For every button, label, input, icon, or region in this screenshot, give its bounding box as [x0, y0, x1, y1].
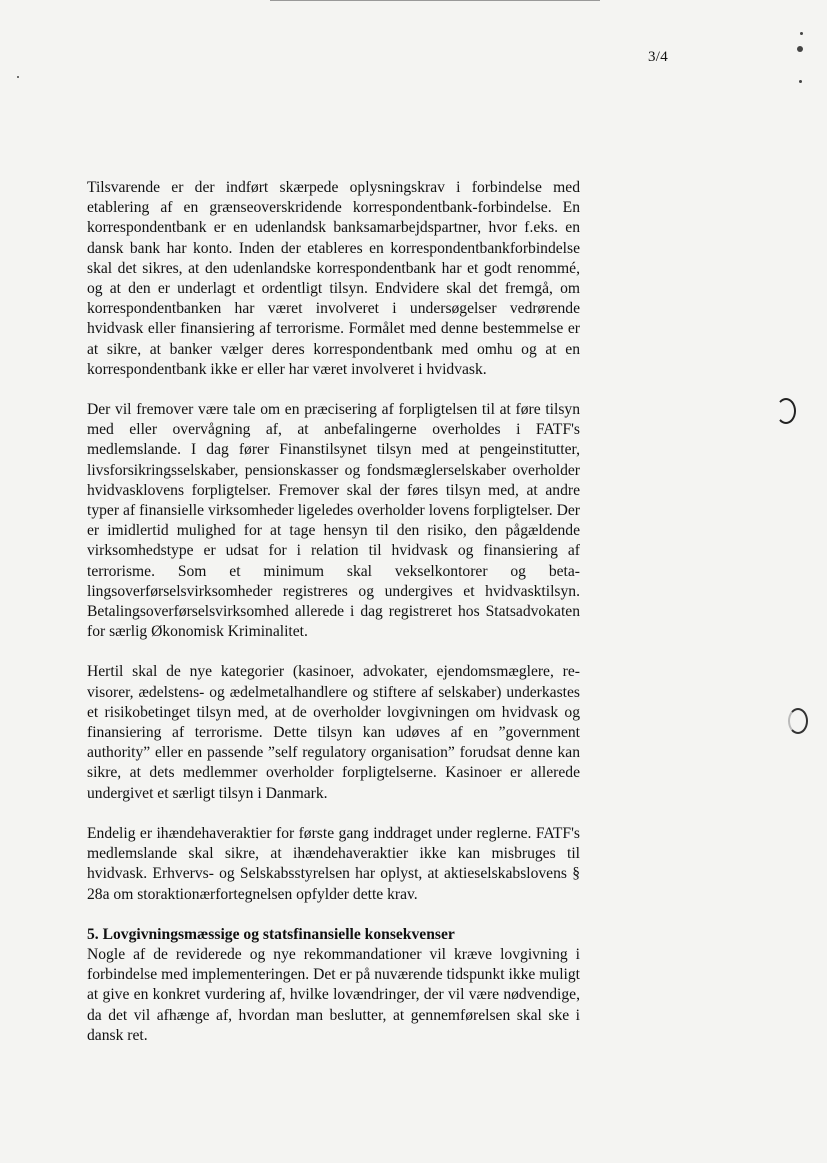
scan-edge-line [270, 0, 600, 1]
punch-hole-mark [788, 708, 808, 734]
punch-hole-mark [776, 398, 796, 424]
section-heading: 5. Lovgivningsmæssige og statsfinansielle konsekvenser [87, 925, 455, 943]
scan-speck [797, 46, 803, 52]
paragraph-new-categories: Hertil skal de nye kategorier (kasinoer, advokater, ejendomsmæglere, revisorer, ædelstens- og ædelmetalhandlere og stiftere af selskaber) underkastes et risikobetinget tilsyn med, at de overholder lovgivningen om hvidvask og finansiering af terrorisme. Dette tilsyn kan udøves af en ”government authority” eller en passende ”self regulatory organisation” forudsat denne kan sikre, at dets medlemmer overholder forpligtelserne. Kasinoer er allerede undergivet et særligt tilsyn i Danmark. [87, 663, 580, 802]
paragraph-bearer-shares: Endelig er ihændehaveraktier for første gang inddraget under reglerne. FATF's medlemslande skal sikre, at ihændehaveraktier ikke kan misbruges til hvidvask. Erhvervs- og Selskabsstyrelsen har oplyst, at aktieselskabslovens § 28a om storaktionærfortegnelsen opfylder dette krav. [87, 824, 580, 903]
paragraph-correspondent-bank: Tilsvarende er der indført skærpede oplysningskrav i forbindelse med etablering af en grænseoverskridende korrespondentbank-forbindelse. En korrespondentbank er en udenlandsk banksamarbejdspartner, hvor f.eks. en dansk bank har konto. Inden der etableres en korrespondentbankforbindelse skal det sikres, at den udenlandske korrespondentbank har et godt renommé, og at den er underlagt et ordentligt tilsyn. Endvidere skal det fremgå, om korrespondentbanken har været involveret i undersøgelser vedrørende hvidvask eller finansiering af terrorisme. Formålet med denne bestemmelse er at sikre, at banker vælger deres korrespondentbank med omhu og at en korrespondentbank ikke er eller har været involveret i hvidvask. [87, 179, 580, 378]
paragraph-supervision: Der vil fremover være tale om en præcisering af forpligtelsen til at føre tilsyn med eller overvågning af, at anbefalingerne overholdes i FATF's medlemslande. I dag fører Finanstilsynet tilsyn med at pengeinstitutter, livsforsikringsselskaber, pensionskasser og fondsmæglerselskaber overholder hvidvasklovens forpligtelser. Fremover skal der føres tilsyn med, at andre typer af finansielle virksomheder ligeledes overholder lovens forpligtelser. Der er imidlertid mulighed for at tage hensyn til den risiko, den pågældende virksomhedstype er udsat for i relation til hvidvask og finansiering af terrorisme. Som et minimum skal vekselkontorer og betalingsoverførselsvirksomheder registreres og undergives et hvidvasktilsyn. Betalingsoverførselsvirksomhed allerede i dag registreret hos Statsadvokaten for særlig Økonomisk Kriminalitet. [87, 401, 580, 641]
scan-speck [799, 80, 802, 83]
scan-speck [17, 76, 19, 78]
page-number: 3/4 [648, 49, 669, 65]
document-body [87, 178, 580, 1066]
scan-speck [800, 32, 803, 35]
section-paragraph: Nogle af de reviderede og nye rekommandationer vil kræve lovgivning i forbindelse med implementeringen. Det er på nuværende tidspunkt ikke muligt at give en konkret vurdering af, hvilke lovændringer, der vil være nødvendige, da det vil afhænge af, hvordan man beslutter, at gennemførelsen skal ske i dansk ret. [87, 945, 580, 1044]
